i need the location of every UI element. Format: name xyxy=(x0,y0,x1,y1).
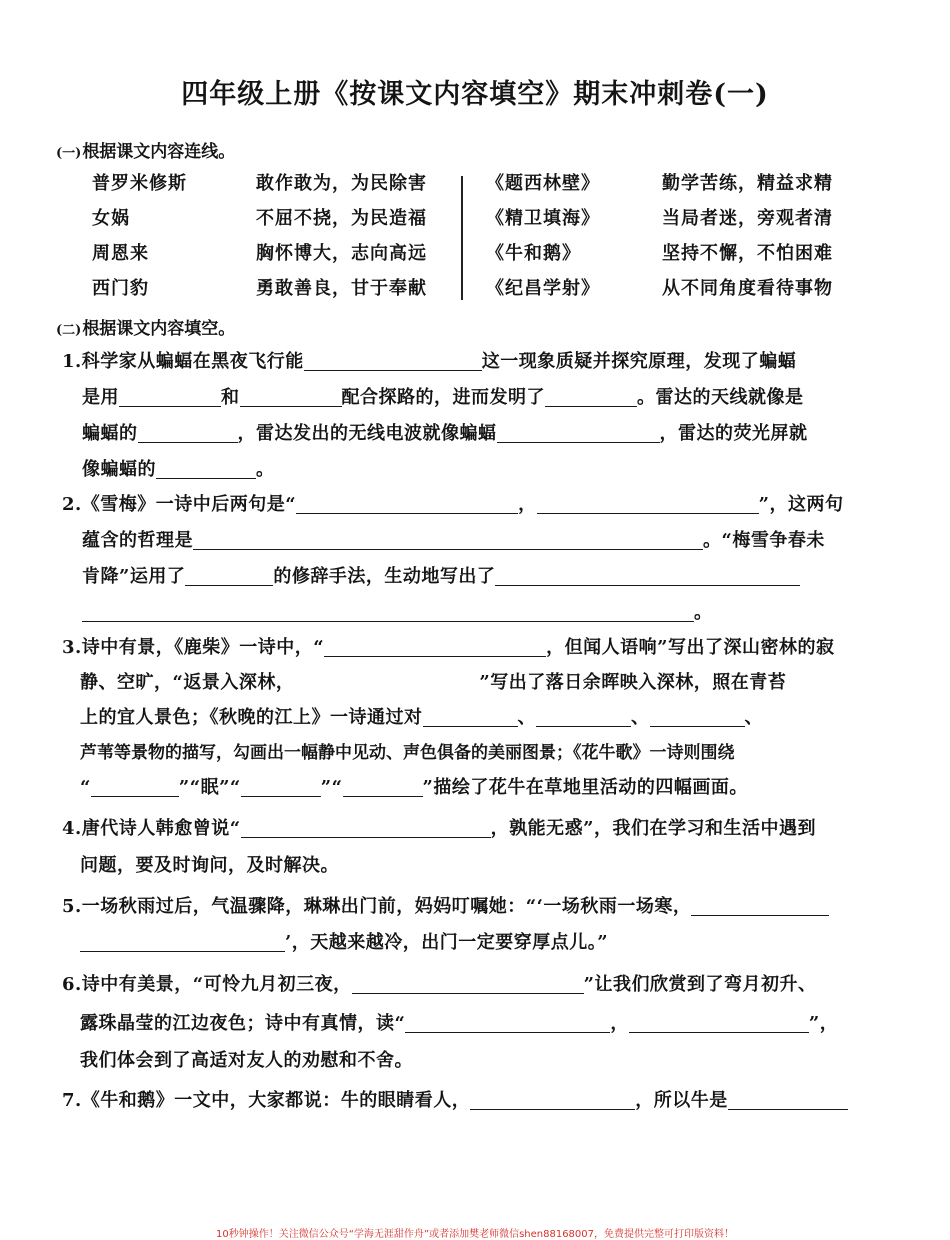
q3-text: ，但闻人语响”写出了深山密林的寂 xyxy=(546,637,835,658)
q5-text: ’，天越来越冷，出门一定要穿厚点儿。” xyxy=(285,932,609,953)
q4-text: 问题，要及时询问，及时解决。 xyxy=(80,855,339,876)
q1-text: 是用 xyxy=(82,387,119,408)
q6-text: ， xyxy=(610,1013,629,1034)
answer-blank[interactable] xyxy=(82,601,694,622)
q3-text: 芦苇等景物的描写，勾画出一幅静中见动、声色俱备的美丽图景；《花牛歌》一诗则围绕 xyxy=(80,743,735,763)
traits-column xyxy=(256,166,427,306)
q3-text: 、 xyxy=(631,707,650,728)
footer-notice: 10秒钟操作！关注微信公众号“学海无涯甜作舟”或者添加樊老师微信shen88168007，免费提供完整可打印版资料！ xyxy=(215,1229,735,1240)
answer-blank[interactable] xyxy=(185,565,273,586)
q3-text: 、 xyxy=(517,707,536,728)
matching-table xyxy=(0,166,950,306)
q7-text: 7.《牛和鹅》一文中，大家都说：牛的眼睛看人， xyxy=(62,1090,471,1111)
answer-blank[interactable] xyxy=(537,493,759,514)
q1-text: 配合探路的，进而发明了 xyxy=(341,387,545,408)
answer-blank[interactable] xyxy=(352,973,584,994)
q2-text: 。“梅雪争春未 xyxy=(703,530,825,551)
answer-blank[interactable] xyxy=(138,422,238,443)
q1-text: 像蝙蝠的 xyxy=(82,459,156,480)
q2-text: 的修辞手法，生动地写出了 xyxy=(273,566,496,587)
q2-text: 。 xyxy=(694,602,713,623)
q3-text: 、 xyxy=(744,707,763,728)
text-title-item[interactable]: 《纪昌学射》 xyxy=(486,278,600,299)
q3-text: “ xyxy=(80,777,91,798)
q3-text: ”“ xyxy=(320,777,343,798)
moral-item[interactable]: 坚持不懈，不怕困难 xyxy=(662,243,833,264)
q3-text: 静、空旷，“返景入深林， xyxy=(80,672,295,693)
q6-text: 我们体会到了高适对友人的劝慰和不舍。 xyxy=(80,1050,413,1071)
answer-blank[interactable] xyxy=(545,386,637,407)
q6-text: ”让我们欣赏到了弯月初升、 xyxy=(583,974,817,995)
q6-text: 露珠晶莹的江边夜色；诗中有真情，读“ xyxy=(80,1013,406,1034)
q3-text: 上的宜人景色；《秋晚的江上》一诗通过对 xyxy=(80,707,423,728)
q1-text: 和 xyxy=(221,387,240,408)
moral-item[interactable]: 勤学苦练，精益求精 xyxy=(662,173,833,194)
people-column xyxy=(92,166,187,306)
section2-number: (二) xyxy=(56,323,82,338)
q1-text: 。雷达的天线就像是 xyxy=(637,387,804,408)
q2-text: 2.《雪梅》一诗中后两句是“ xyxy=(62,494,297,515)
trait-item[interactable]: 不屈不挠，为民造福 xyxy=(256,208,427,229)
trait-item[interactable]: 勇敢善良，甘于奉献 xyxy=(256,278,427,299)
answer-blank[interactable] xyxy=(536,706,631,727)
q4-text: 4.唐代诗人韩愈曾说“ xyxy=(62,818,241,839)
q3-text: ”“眠”“ xyxy=(178,777,241,798)
q5-text: 5.一场秋雨过后，气温骤降，琳琳出门前，妈妈叮嘱她：“‘一场秋雨一场寒， xyxy=(62,896,692,917)
q1-text: 。 xyxy=(256,459,275,480)
answer-blank[interactable] xyxy=(497,422,660,443)
answer-blank[interactable] xyxy=(495,565,800,586)
answer-blank[interactable] xyxy=(691,895,829,916)
answer-blank[interactable] xyxy=(241,776,321,797)
q2-text: 蕴含的哲理是 xyxy=(82,530,193,551)
section1-heading xyxy=(56,137,235,162)
section1-heading-text: 根据课文内容连线。 xyxy=(82,142,236,162)
answer-blank[interactable] xyxy=(728,1089,848,1110)
trait-item[interactable]: 胸怀博大，志向高远 xyxy=(256,243,427,264)
text-title-item[interactable]: 《题西林壁》 xyxy=(486,173,600,194)
page-title: 四年级上册《按课文内容填空》期末冲刺卷(一) xyxy=(181,79,769,110)
answer-blank[interactable] xyxy=(423,706,518,727)
person-item[interactable]: 周恩来 xyxy=(92,243,149,264)
section1-number: (一) xyxy=(56,146,82,161)
answer-blank[interactable] xyxy=(296,493,518,514)
q1-text: ，雷达发出的无线电波就像蝙蝠 xyxy=(237,423,497,444)
person-item[interactable]: 女娲 xyxy=(92,208,130,229)
q2-text: ”，这两句 xyxy=(758,494,844,515)
moral-item[interactable]: 从不同角度看待事物 xyxy=(662,278,833,299)
q3-text: ”描绘了花牛在草地里活动的四幅画面。 xyxy=(422,777,748,798)
q1-text: 这一现象质疑并探究原理，发现了蝙蝠 xyxy=(481,351,797,372)
text-title-item[interactable]: 《精卫填海》 xyxy=(486,208,600,229)
answer-blank[interactable] xyxy=(629,1012,809,1033)
q1-text: 蝙蝠的 xyxy=(82,423,138,444)
answer-blank[interactable] xyxy=(294,671,479,692)
person-item[interactable]: 普罗米修斯 xyxy=(92,173,187,194)
answer-blank[interactable] xyxy=(119,386,221,407)
q3-text: 3.诗中有景，《鹿柴》一诗中，“ xyxy=(62,637,325,658)
answer-blank[interactable] xyxy=(193,529,703,550)
answer-blank[interactable] xyxy=(304,350,482,371)
q4-text: ，孰能无惑”，我们在学习和生活中遇到 xyxy=(490,818,817,839)
trait-item[interactable]: 敢作敢为，为民除害 xyxy=(256,173,427,194)
texts-column xyxy=(486,166,600,306)
section2-heading-text: 根据课文内容填空。 xyxy=(82,319,236,339)
q7-text: ，所以牛是 xyxy=(635,1090,728,1111)
answer-blank[interactable] xyxy=(405,1012,610,1033)
moral-item[interactable]: 当局者迷，旁观者清 xyxy=(662,208,833,229)
answer-blank[interactable] xyxy=(240,386,342,407)
q1-text: ，雷达的荧光屏就 xyxy=(659,423,808,444)
answer-blank[interactable] xyxy=(470,1089,635,1110)
q3-text: ”写出了落日余晖映入深林，照在青苔 xyxy=(479,672,787,693)
column-divider xyxy=(461,176,463,300)
q6-text: ”， xyxy=(808,1013,839,1034)
person-item[interactable]: 西门豹 xyxy=(92,278,149,299)
q2-text: ， xyxy=(518,494,537,515)
morals-column xyxy=(662,166,833,306)
answer-blank[interactable] xyxy=(80,931,285,952)
answer-blank[interactable] xyxy=(156,458,256,479)
answer-blank[interactable] xyxy=(324,636,546,657)
answer-blank[interactable] xyxy=(241,817,491,838)
q1-text: 1.科学家从蝙蝠在黑夜飞行能 xyxy=(62,351,304,372)
q6-text: 6.诗中有美景，“可怜九月初三夜， xyxy=(62,974,352,995)
answer-blank[interactable] xyxy=(343,776,423,797)
answer-blank[interactable] xyxy=(91,776,179,797)
q2-text: 肯降”运用了 xyxy=(82,566,186,587)
text-title-item[interactable]: 《牛和鹅》 xyxy=(486,243,581,264)
answer-blank[interactable] xyxy=(650,706,745,727)
section2-heading xyxy=(56,314,235,339)
